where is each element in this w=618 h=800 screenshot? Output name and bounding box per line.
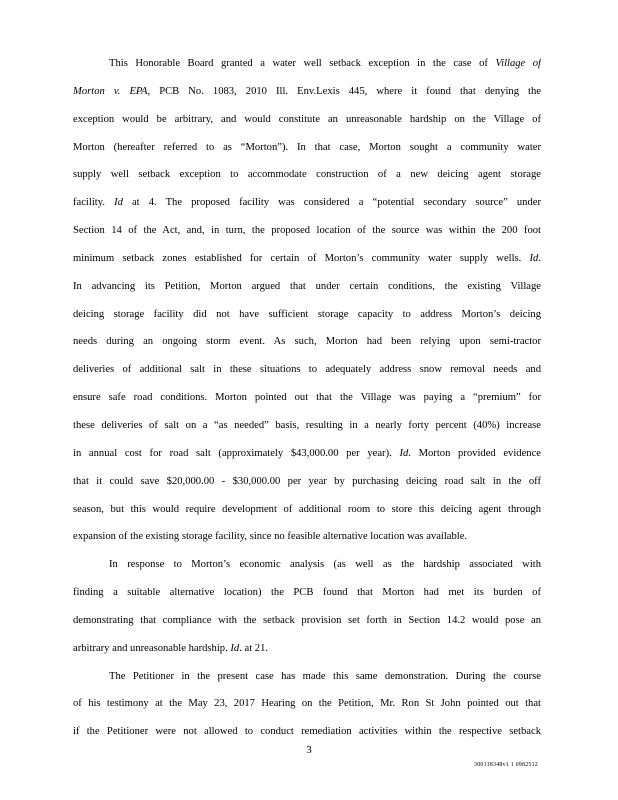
text-line: In advancing its Petition, Morton argued that under certain conditions, the existing Village: [73, 280, 541, 292]
document-id-footer: 300118348v1 1 0982512: [474, 762, 538, 768]
paragraph-petitioner: [73, 663, 541, 747]
text-line: if the Petitioner were not allowed to conduct remediation activities within the respective setback: [73, 726, 541, 738]
text-line: Morton v. EPA, PCB No. 1083, 2010 Ill. Env.Lexis 445, where it found that denying the: [73, 85, 541, 97]
document-body: [73, 50, 541, 746]
text-line: minimum setback zones established for certain of Morton’s community water supply wells. Id.: [73, 252, 541, 264]
text-line: expansion of the existing storage facility, since no feasible alternative location was available.: [73, 531, 468, 543]
text-line: supply well setback exception to accommodate construction of a new deicing agent storage: [73, 169, 541, 181]
text-line: Section 14 of the Act, and, in turn, the proposed location of the source was within the 200 foot: [73, 225, 541, 237]
text-line: facility. Id at 4. The proposed facility was considered a “potential secondary source” under: [73, 197, 541, 209]
page-number: 3: [306, 744, 312, 756]
text-line: This Honorable Board granted a water well setback exception in the case of Village of: [109, 58, 541, 69]
text-line: finding a suitable alternative location) the PCB found that Morton had met its burden of: [73, 587, 541, 599]
text-line: in annual cost for road salt (approximately $43,000.00 per year). Id. Morton provided evidence: [73, 447, 541, 459]
text-line: demonstrating that compliance with the setback provision set forth in Section 14.2 would pose an: [73, 614, 541, 626]
text-line: needs during an ongoing storm event. As such, Morton had been relying upon semi-tractor: [73, 336, 541, 348]
text-line: In response to Morton’s economic analysis (as well as the hardship associated with: [109, 559, 541, 571]
text-line: Morton (hereafter referred to as “Morton”). In that case, Morton sought a community water: [73, 141, 541, 153]
text-line: ensure safe road conditions. Morton pointed out that the Village was paying a “premium” for: [73, 392, 541, 404]
text-line: these deliveries of salt on a “as needed” basis, resulting in a nearly forty percent (40%) increase: [73, 419, 541, 431]
text-line: deicing storage facility did not have sufficient storage capacity to address Morton’s deicing: [73, 308, 541, 320]
text-line: that it could save $20,000.00 - $30,000.00 per year by purchasing deicing road salt in the off: [73, 475, 541, 487]
text-line: deliveries of additional salt in these situations to adequately address snow removal needs and: [73, 364, 541, 376]
paragraph-pcb-finding: [73, 551, 541, 662]
text-line: exception would be arbitrary, and would constitute an unreasonable hardship on the Village of: [73, 113, 541, 125]
text-line: arbitrary and unreasonable hardship. Id. at 21.: [73, 642, 269, 654]
text-line: The Petitioner in the present case has made this same demonstration. During the course: [109, 670, 541, 682]
text-line: season, but this would require development of additional room to store this deicing agent through: [73, 503, 541, 515]
text-line: of his testimony at the May 23, 2017 Hearing on the Petition, Mr. Ron St John pointed out that: [73, 698, 541, 710]
paragraph-morton-case: [73, 50, 541, 551]
